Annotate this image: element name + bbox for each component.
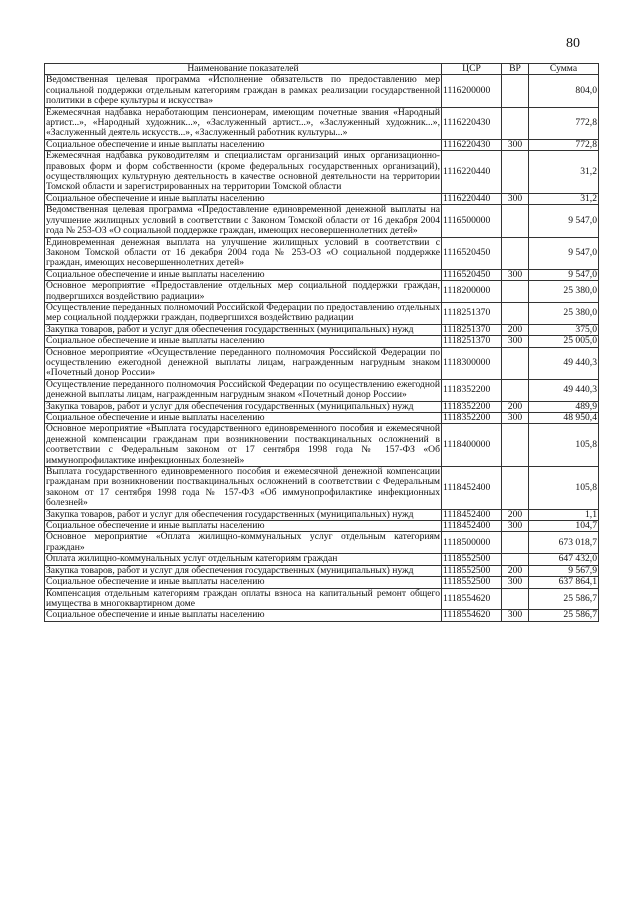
row-sum: 647 432,0 [529,554,599,565]
table-row [45,75,599,107]
row-name: Социальное обеспечение и иные выплаты населению [45,577,442,588]
row-vr: 300 [502,521,529,532]
row-sum: 49 440,3 [529,379,599,401]
row-csr: 1116220430 [442,107,502,139]
table-row [45,467,599,510]
row-sum: 105,8 [529,467,599,510]
row-sum: 489,9 [529,401,599,412]
table-row [45,302,599,324]
header-vr: ВР [502,64,529,75]
table-row [45,577,599,588]
row-csr: 1118552500 [442,577,502,588]
row-csr: 1116220440 [442,193,502,204]
table-row [45,509,599,520]
row-sum: 375,0 [529,324,599,335]
row-name: Ежемесячная надбавка руководителям и специалистам организаций иных организационно-правовых форм и форм собственности (кроме федеральных государственных организаций), осуществляющих культурную деятельность в качестве основной деятельности на территории Томской области и зарегистрированных на территории Томской области [46,150,440,193]
table-row [45,554,599,565]
table-row [45,324,599,335]
row-csr: 1118200000 [442,281,502,303]
row-csr: 1116520450 [442,269,502,280]
row-vr [502,75,529,107]
row-csr: 1118452400 [442,467,502,510]
row-name: Основное мероприятие «Осуществление переданного полномочия Российской Федерации по осуществлению ежегодной денежной выплаты лицам, награжденным нагрудным знаком «Почетный донор России» [46,346,440,379]
row-sum: 9 547,0 [529,237,599,269]
row-vr: 200 [502,509,529,520]
row-name: Социальное обеспечение и иные выплаты населению [45,193,442,204]
row-csr: 1118352200 [442,413,502,424]
row-csr: 1118452400 [442,509,502,520]
row-name: Компенсация отдельным категориям граждан оплаты взноса на капитальный ремонт общего имущества в многоквартирном доме [46,587,440,609]
row-vr: 300 [502,269,529,280]
header-csr: ЦСР [442,64,502,75]
row-sum: 9 567,9 [529,565,599,576]
table-row [45,610,599,621]
row-vr [502,379,529,401]
table-row [45,237,599,269]
row-name: Основное мероприятие «Выплата государственного единовременного пособия и ежемесячной денежной компенсации гражданам при возникновении поствакцинальных осложнений в соответствии с Федеральным законом от 17 сентября 1998 года № 157-ФЗ «Об иммунопрофилактике инфекционных болезней» [46,423,440,466]
row-sum: 9 547,0 [529,269,599,280]
row-vr: 300 [502,193,529,204]
row-vr [502,302,529,324]
row-csr: 1118554620 [442,588,502,610]
header-sum: Сумма [529,64,599,75]
table-row [45,424,599,467]
row-name: Выплата государственного единовременного пособия и ежемесячной денежной компенсации гражданам при возникновении поствакцинальных осложнений в соответствии с Федеральным законом от 17 сентября 1998 года № 157-ФЗ «Об иммунопрофилактике инфекционных болезней» [46,466,440,509]
row-name: Основное мероприятие «Предоставление отдельных мер социальной поддержки граждан, подвергшихся воздействию радиации» [46,280,440,302]
row-csr: 1118554620 [442,610,502,621]
row-csr: 1118552500 [442,554,502,565]
row-name: Закупка товаров, работ и услуг для обеспечения государственных (муниципальных) нужд [45,509,442,520]
row-name: Ведомственная целевая программа «Исполнение обязательств по предоставлению мер социальной поддержки отдельным категориям граждан в рамках реализации государственной политики в сфере культуры и искусства» [46,74,440,107]
row-name: Ведомственная целевая программа «Предоставление единовременной денежной выплаты на улучшение жилищных условий в соответствии с Законом Томской области от 16 декабря 2004 года № 253-ОЗ «О социальной поддержке граждан, имеющих несовершеннолетних детей» [46,204,440,237]
row-sum: 804,0 [529,75,599,107]
table-row [45,139,599,150]
table-row [45,532,599,554]
row-csr: 1118352200 [442,401,502,412]
budget-table [44,63,599,622]
row-csr: 1116220440 [442,151,502,194]
table-row [45,107,599,139]
row-name: Осуществление переданных полномочий Российской Федерации по предоставлению отдельных мер социальной поддержки граждан, подвергшихся воздействию радиации [46,301,440,324]
row-csr: 1118400000 [442,424,502,467]
row-name: Осуществление переданного полномочия Российской Федерации по осуществлению ежегодной денежной выплаты лицам, награжденным нагрудным знаком «Почетный донор России» [46,378,440,401]
row-sum: 104,7 [529,521,599,532]
row-vr [502,588,529,610]
row-name: Социальное обеспечение и иные выплаты населению [45,610,442,621]
row-vr [502,554,529,565]
row-vr [502,532,529,554]
row-name: Социальное обеспечение и иные выплаты населению [45,521,442,532]
table-row [45,205,599,237]
row-name: Закупка товаров, работ и услуг для обеспечения государственных (муниципальных) нужд [45,401,442,412]
row-sum: 31,2 [529,151,599,194]
row-vr [502,347,529,379]
row-name: Закупка товаров, работ и услуг для обеспечения государственных (муниципальных) нужд [45,565,442,576]
header-name: Наименование показателей [45,64,442,75]
row-vr: 300 [502,577,529,588]
row-name: Основное мероприятие «Оплата жилищно-коммунальных услуг отдельным категориям граждан» [46,531,440,553]
row-csr: 1116200000 [442,75,502,107]
row-sum: 49 440,3 [529,347,599,379]
row-name: Закупка товаров, работ и услуг для обеспечения государственных (муниципальных) нужд [45,324,442,335]
row-vr [502,205,529,237]
row-csr: 1118300000 [442,347,502,379]
row-vr: 200 [502,324,529,335]
row-vr [502,424,529,467]
row-sum: 673 018,7 [529,532,599,554]
table-body [45,75,599,621]
row-sum: 25 586,7 [529,588,599,610]
table-header [45,64,599,75]
table-row [45,565,599,576]
row-csr: 1118352200 [442,379,502,401]
table-row [45,379,599,401]
row-vr [502,107,529,139]
row-csr: 1118452400 [442,521,502,532]
row-sum: 772,8 [529,107,599,139]
row-name: Социальное обеспечение и иные выплаты населению [45,413,442,424]
row-name: Социальное обеспечение и иные выплаты населению [45,269,442,280]
row-vr [502,237,529,269]
table-row [45,269,599,280]
row-name: Ежемесячная надбавка неработающим пенсионерам, имеющим почетные звания «Народный артист...», «Народный художник...», «Заслуженный артист...», «Заслуженный художник...», «Заслуженный деятель искусств...», «Заслуженный работник культуры...» [46,106,440,139]
table-row [45,401,599,412]
row-sum: 25 586,7 [529,610,599,621]
row-csr: 1118251370 [442,302,502,324]
row-sum: 1,1 [529,509,599,520]
row-csr: 1118552500 [442,565,502,576]
row-vr: 300 [502,413,529,424]
row-sum: 25 005,0 [529,336,599,347]
table-row [45,151,599,194]
row-sum: 48 950,4 [529,413,599,424]
row-name: Социальное обеспечение и иные выплаты населению [45,139,442,150]
row-sum: 772,8 [529,139,599,150]
table-row [45,347,599,379]
row-csr: 1118500000 [442,532,502,554]
table-row [45,281,599,303]
row-vr: 200 [502,401,529,412]
row-name: Социальное обеспечение и иные выплаты населению [45,336,442,347]
row-vr: 300 [502,610,529,621]
row-vr [502,467,529,510]
table-row [45,336,599,347]
table-row [45,193,599,204]
row-vr: 300 [502,336,529,347]
row-csr: 1116500000 [442,205,502,237]
row-vr: 300 [502,139,529,150]
row-csr: 1118251370 [442,336,502,347]
page-number: 80 [566,36,580,51]
table-row [45,413,599,424]
row-sum: 25 380,0 [529,302,599,324]
row-name: Оплата жилищно-коммунальных услуг отдельным категориям граждан [45,554,442,565]
row-csr: 1118251370 [442,324,502,335]
row-csr: 1116220430 [442,139,502,150]
row-csr: 1116520450 [442,237,502,269]
row-vr [502,151,529,194]
row-sum: 25 380,0 [529,281,599,303]
row-sum: 637 864,1 [529,577,599,588]
row-sum: 9 547,0 [529,205,599,237]
table-row [45,588,599,610]
table-row [45,521,599,532]
row-vr: 200 [502,565,529,576]
header-row [45,64,599,75]
row-vr [502,281,529,303]
row-name: Единовременная денежная выплата на улучшение жилищных условий в соответствии с Законом Томской области от 16 декабря 2004 года № 253-ОЗ «О социальной поддержке граждан, имеющих несовершеннолетних детей» [46,236,440,269]
row-sum: 31,2 [529,193,599,204]
row-sum: 105,8 [529,424,599,467]
